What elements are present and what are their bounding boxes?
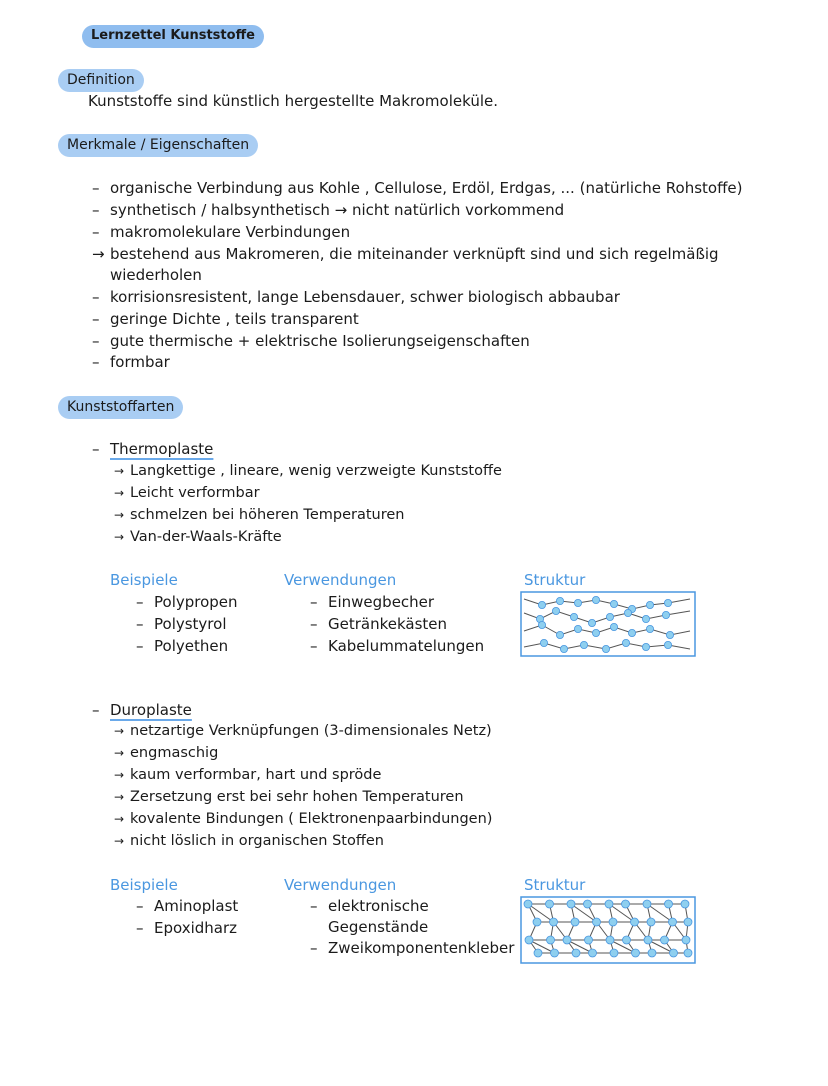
monomer-node: [552, 607, 559, 614]
network-node: [610, 949, 618, 957]
network-node: [550, 918, 558, 926]
network-node: [589, 949, 597, 957]
monomer-node: [592, 629, 599, 636]
thermoplaste-example: [136, 614, 227, 635]
network-node: [609, 918, 617, 926]
use-marker: –: [310, 939, 318, 957]
monomer-node: [560, 645, 567, 652]
thermoplaste-example: [136, 592, 238, 613]
dash-marker: –: [136, 919, 144, 937]
dash-marker: –: [310, 637, 318, 655]
network-node: [665, 900, 673, 908]
thermoplaste-property: [114, 483, 260, 503]
merkmal-marker: –: [92, 223, 100, 241]
thermoplaste-examples-heading: Beispiele: [110, 571, 178, 589]
merkmal-item: [92, 331, 530, 351]
merkmal-marker: –: [92, 288, 100, 306]
duroplaste-uses-heading: Verwendungen: [284, 876, 397, 894]
network-node: [684, 949, 692, 957]
monomer-node: [538, 601, 545, 608]
merkmal-text: bestehend aus Makromeren, die miteinander verknüpft sind und sich regelmäßig: [110, 245, 719, 263]
merkmal-marker: –: [92, 353, 100, 371]
thermoplaste-property: [114, 505, 404, 525]
duroplaste-property: [114, 765, 381, 785]
network-node: [682, 936, 690, 944]
thermoplaste-use-text: Einwegbecher: [328, 593, 435, 611]
duroplaste-examples-heading: Beispiele: [110, 876, 178, 894]
network-node: [631, 918, 639, 926]
page-title: Lernzettel Kunststoffe: [82, 25, 264, 48]
network-node: [551, 949, 559, 957]
arrow-marker: →: [114, 464, 125, 478]
duroplaste-structure-diagram: [520, 896, 696, 964]
merkmal-text: synthetisch / halbsynthetisch → nicht natürlich vorkommend: [110, 201, 565, 219]
network-node: [585, 936, 593, 944]
network-node: [644, 936, 652, 944]
monomer-node: [610, 623, 617, 630]
duroplaste-use-text: Zweikomponentenkleber: [328, 939, 515, 957]
merkmal-marker: –: [92, 332, 100, 350]
monomer-node: [556, 597, 563, 604]
network-node: [647, 918, 655, 926]
merkmal-text: geringe Dichte , teils transparent: [110, 310, 359, 328]
thermoplaste-property: [114, 461, 502, 481]
network-node: [584, 900, 592, 908]
merkmale-heading: Merkmale / Eigenschaften: [58, 134, 258, 157]
monomer-node: [624, 609, 631, 616]
network-node: [670, 949, 678, 957]
dash-marker: –: [92, 440, 100, 458]
monomer-node: [666, 631, 673, 638]
duroplaste-example-text: Epoxidharz: [154, 919, 238, 937]
network-node: [546, 900, 554, 908]
monomer-node: [602, 645, 609, 652]
arrow-marker: →: [114, 790, 125, 804]
network-node: [648, 949, 656, 957]
thermoplaste-uses-heading: Verwendungen: [284, 571, 397, 589]
thermoplaste-example-text: Polyethen: [154, 637, 229, 655]
duroplaste-use: [310, 917, 428, 938]
polymer-chain: [524, 625, 690, 635]
use-marker: –: [310, 897, 318, 915]
duroplaste-property-text: Zersetzung erst bei sehr hohen Temperaturen: [130, 789, 464, 805]
thermoplaste-property-text: Van-der-Waals-Kräfte: [130, 529, 282, 545]
merkmal-item: [92, 309, 359, 329]
merkmal-text: organische Verbindung aus Kohle , Cellulose, Erdöl, Erdgas, ... (natürliche Rohstoffe): [110, 179, 743, 197]
merkmal-item: [92, 287, 620, 307]
merkmal-text: gute thermische + elektrische Isolierungseigenschaften: [110, 332, 530, 350]
thermoplaste-title: [92, 439, 213, 459]
thermoplaste-use: [310, 636, 484, 657]
network-node: [632, 949, 640, 957]
monomer-node: [622, 639, 629, 646]
duroplaste-example-text: Aminoplast: [154, 897, 239, 915]
thermoplaste-structure-diagram: [520, 591, 696, 657]
duroplaste-property: [114, 831, 384, 851]
monomer-node: [574, 625, 581, 632]
network-node: [571, 918, 579, 926]
duroplaste-property: [114, 787, 464, 807]
duroplaste-property-text: engmaschig: [130, 745, 219, 761]
network-node: [661, 936, 669, 944]
monomer-node: [556, 631, 563, 638]
thermoplaste-property-text: schmelzen bei höheren Temperaturen: [130, 507, 405, 523]
monomer-node: [574, 599, 581, 606]
monomer-node: [570, 613, 577, 620]
dash-marker: –: [310, 615, 318, 633]
duroplaste-use: [310, 938, 514, 959]
monomer-node: [592, 596, 599, 603]
merkmal-item: [92, 200, 564, 220]
thermoplaste-use-text: Getränkekästen: [328, 615, 448, 633]
arrow-marker: →: [114, 746, 125, 760]
duroplaste-use: [310, 896, 429, 917]
duroplaste-example: [136, 918, 237, 939]
thermoplaste-example-text: Polystyrol: [154, 615, 227, 633]
network-node: [525, 936, 533, 944]
dash-marker: –: [136, 615, 144, 633]
network-node: [643, 900, 651, 908]
network-node: [533, 918, 541, 926]
thermoplaste-property-text: Langkettige , lineare, wenig verzweigte Kunststoffe: [130, 463, 502, 479]
duroplaste-property: [114, 743, 218, 763]
monomer-node: [580, 641, 587, 648]
merkmal-item: [92, 222, 350, 242]
network-node: [605, 900, 613, 908]
arrow-marker: →: [114, 812, 125, 826]
arrow-marker: →: [114, 834, 125, 848]
network-node: [622, 900, 630, 908]
network-node: [547, 936, 555, 944]
monomer-node: [646, 625, 653, 632]
duroplaste-property-text: nicht löslich in organischen Stoffen: [130, 833, 384, 849]
network-node: [606, 936, 614, 944]
thermoplaste-use: [310, 614, 447, 635]
dash-marker: –: [136, 593, 144, 611]
network-node: [684, 918, 692, 926]
monomer-node: [664, 641, 671, 648]
duroplaste-property-text: netzartige Verknüpfungen (3-dimensionales Netz): [130, 723, 492, 739]
monomer-node: [606, 613, 613, 620]
duroplaste-property-text: kaum verformbar, hart und spröde: [130, 767, 382, 783]
duroplaste-name: Duroplaste: [110, 701, 192, 719]
network-node: [572, 949, 580, 957]
definition-heading: Definition: [58, 69, 144, 92]
duroplaste-title: [92, 700, 192, 720]
monomer-node: [642, 643, 649, 650]
network-node: [669, 918, 677, 926]
network-node: [563, 936, 571, 944]
merkmal-item: [92, 265, 202, 285]
duroplaste-use-text: elektronische: [328, 897, 429, 915]
arrow-marker: →: [114, 724, 125, 738]
thermoplaste-name: Thermoplaste: [110, 440, 214, 458]
network-node: [524, 900, 532, 908]
network-node: [681, 900, 689, 908]
duroplaste-property: [114, 721, 492, 741]
monomer-node: [540, 639, 547, 646]
merkmal-text: makromolekulare Verbindungen: [110, 223, 351, 241]
duroplaste-structure-heading: Struktur: [524, 876, 586, 894]
monomer-node: [642, 615, 649, 622]
network-node: [593, 918, 601, 926]
monomer-node: [628, 629, 635, 636]
monomer-node: [646, 601, 653, 608]
arrow-marker: →: [114, 508, 125, 522]
merkmal-text: korrisionsresistent, lange Lebensdauer, schwer biologisch abbaubar: [110, 288, 620, 306]
merkmal-text: wiederholen: [110, 266, 202, 284]
merkmal-item: [92, 352, 170, 372]
merkmal-marker: –: [92, 201, 100, 219]
merkmal-marker: –: [92, 310, 100, 328]
thermoplaste-structure-heading: Struktur: [524, 571, 586, 589]
thermoplaste-property: [114, 527, 282, 547]
monomer-node: [588, 619, 595, 626]
network-node: [567, 900, 575, 908]
dash-marker: –: [136, 637, 144, 655]
arrow-marker: →: [114, 768, 125, 782]
definition-text: Kunststoffe sind künstlich hergestellte Makromoleküle.: [88, 92, 499, 110]
arrow-marker: →: [114, 530, 125, 544]
thermoplaste-use: [310, 592, 434, 613]
network-node: [623, 936, 631, 944]
kunststoffarten-heading: Kunststoffarten: [58, 396, 183, 419]
thermoplaste-property-text: Leicht verformbar: [130, 485, 260, 501]
arrow-marker: →: [114, 486, 125, 500]
dash-marker: –: [310, 593, 318, 611]
duroplaste-example: [136, 896, 238, 917]
network-node: [534, 949, 542, 957]
duroplaste-property-text: kovalente Bindungen ( Elektronenpaarbindungen): [130, 811, 493, 827]
monomer-node: [664, 599, 671, 606]
monomer-node: [610, 600, 617, 607]
dash-marker: –: [136, 897, 144, 915]
merkmal-marker: →: [92, 245, 105, 263]
thermoplaste-example: [136, 636, 228, 657]
merkmal-text: formbar: [110, 353, 170, 371]
merkmal-item: [92, 244, 719, 264]
thermoplaste-use-text: Kabelummatelungen: [328, 637, 485, 655]
monomer-node: [662, 611, 669, 618]
duroplaste-use-text: Gegenstände: [328, 918, 429, 936]
thermoplaste-example-text: Polypropen: [154, 593, 238, 611]
merkmal-marker: –: [92, 179, 100, 197]
merkmal-item: [92, 178, 743, 198]
monomer-node: [538, 621, 545, 628]
duroplaste-property: [114, 809, 492, 829]
dash-marker: –: [92, 701, 100, 719]
